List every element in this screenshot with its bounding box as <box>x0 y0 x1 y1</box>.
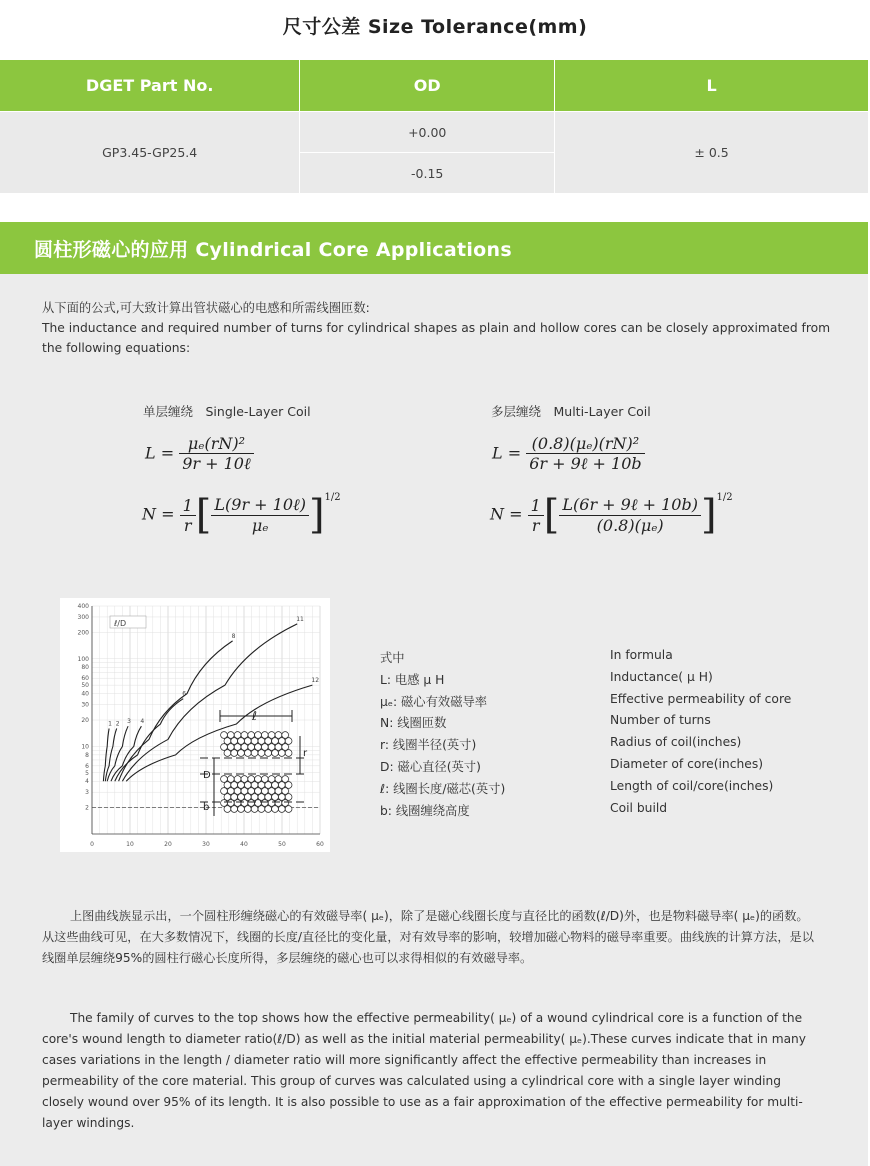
coil-wire-turn <box>221 732 228 739</box>
page-title: 尺寸公差 Size Tolerance(mm) <box>282 16 588 38</box>
y-tick-label: 400 <box>77 603 89 610</box>
y-tick-label: 8 <box>85 751 89 759</box>
table-row <box>0 112 868 153</box>
coil-wire-turn <box>268 732 275 739</box>
coil-wire-turn <box>272 794 279 801</box>
coil-wire-turn <box>234 788 241 795</box>
legend-en: Effective permeability of core <box>610 691 792 706</box>
coil-wire-turn <box>231 750 238 757</box>
coil-wire-turn <box>285 750 292 757</box>
coil-wire-turn <box>278 750 285 757</box>
coil-wire-turn <box>265 782 272 789</box>
single-N-den: μₑ <box>251 516 269 535</box>
single-N-num: L(9r + 10ℓ) <box>211 495 309 516</box>
coil-wire-turn <box>278 806 285 813</box>
y-tick-label: 3 <box>85 789 89 797</box>
right-bracket: ] <box>308 492 325 538</box>
legend-en: Inductance( μ H) <box>610 669 713 684</box>
x-tick-label: 20 <box>164 841 172 848</box>
coil-wire-turn <box>258 738 265 745</box>
coil-wire-turn <box>275 776 282 783</box>
coil-wire-turn <box>285 794 292 801</box>
y-tick-label: 100 <box>77 655 89 663</box>
single-N-r: r <box>183 515 192 535</box>
single-L-num: μₑ(rN)² <box>179 434 253 454</box>
legend-en: Number of turns <box>610 713 711 728</box>
x-tick-label: 60 <box>316 841 324 848</box>
coil-wire-turn <box>234 800 241 807</box>
coil-wire-turn <box>255 776 262 783</box>
y-tick-label: 10 <box>81 743 89 751</box>
coil-wire-turn <box>238 738 245 745</box>
y-tick-label: 4 <box>85 778 89 786</box>
y-tick-label: 2 <box>85 804 89 812</box>
coil-wire-turn <box>272 782 279 789</box>
coil-wire-turn <box>234 744 241 751</box>
section-title: 圆柱形磁心的应用 Cylindrical Core Applications <box>34 239 512 261</box>
legend-cn: D: 磁心直径(英寸) <box>380 760 481 774</box>
coil-wire-turn <box>258 794 265 801</box>
coil-wire-turn <box>268 744 275 751</box>
coil-wire-turn <box>251 750 258 757</box>
coil-wire-turn <box>282 776 289 783</box>
coil-wire-turn <box>224 806 231 813</box>
coil-wire-turn <box>261 800 268 807</box>
y-tick-label: 300 <box>77 613 89 621</box>
coil-wire-turn <box>272 806 279 813</box>
legend-cn: 式中 <box>380 651 405 665</box>
legend-cn: b: 线圈缠绕高度 <box>380 803 470 818</box>
legend-cn: μₑ: 磁心有效磁导率 <box>380 694 488 709</box>
coil-wire-turn <box>272 750 279 757</box>
coil-wire-turn <box>221 800 228 807</box>
cell-part-no: GP3.45-GP25.4 <box>0 112 300 194</box>
coil-wire-turn <box>221 744 228 751</box>
series-label-8: 8 <box>231 632 236 640</box>
y-tick-label: 5 <box>85 769 89 777</box>
series-label-12: 12 <box>311 677 320 685</box>
coil-wire-turn <box>258 782 265 789</box>
intro-en: The inductance and required number of turns for cylindrical shapes as plain and hollow cores can be closely approximated from the following equations: <box>42 321 831 355</box>
coil-wire-turn <box>265 750 272 757</box>
legend-en: Radius of coil(inches) <box>610 735 742 750</box>
section-banner <box>0 222 868 274</box>
coil-wire-turn <box>261 776 268 783</box>
coil-wire-turn <box>265 806 272 813</box>
single-N-equation <box>142 492 341 538</box>
intro-text <box>42 298 842 358</box>
series-label-1: 1 <box>108 720 112 728</box>
header-part-no: DGET Part No. <box>0 60 300 112</box>
coil-wire-turn <box>275 732 282 739</box>
coil-wire-turn <box>268 776 275 783</box>
coil-wire-turn <box>238 794 245 801</box>
coil-wire-turn <box>227 744 234 751</box>
coil-wire-turn <box>231 794 238 801</box>
r-label: r <box>303 748 308 759</box>
size-tolerance-table <box>0 60 868 193</box>
x-tick-label: 10 <box>126 841 134 848</box>
legend-en: In formula <box>610 648 673 662</box>
coil-wire-turn <box>275 744 282 751</box>
legend-en: Coil build <box>610 800 668 815</box>
coil-wire-turn <box>282 788 289 795</box>
b-label: b <box>203 802 210 813</box>
x-tick-label: 30 <box>202 841 210 848</box>
y-tick-label: 60 <box>81 675 89 683</box>
coil-wire-turn <box>265 794 272 801</box>
multi-N-one: 1 <box>528 496 544 516</box>
formula-legend <box>380 648 840 828</box>
coil-wire-turn <box>285 738 292 745</box>
l-label: ℓ <box>252 709 257 723</box>
single-L-lhs: L = <box>145 443 175 463</box>
header-l: L <box>555 60 868 112</box>
legend-cn: L: 电感 μ H <box>380 672 445 687</box>
coil-wire-turn <box>285 782 292 789</box>
coil-wire-turn <box>268 788 275 795</box>
single-L-equation <box>145 434 254 474</box>
coil-wire-turn <box>272 738 279 745</box>
coil-wire-turn <box>258 806 265 813</box>
x-tick-label: 50 <box>278 841 286 848</box>
coil-wire-turn <box>275 788 282 795</box>
coil-wire-turn <box>248 776 255 783</box>
legend-cn: ℓ: 线圈长度/磁芯(英寸) <box>380 781 506 796</box>
left-bracket: [ <box>195 492 212 538</box>
coil-wire-turn <box>244 806 251 813</box>
multi-L-num: (0.8)(μₑ)(rN)² <box>526 434 644 454</box>
single-L-den: 9r + 10ℓ <box>182 454 251 473</box>
y-tick-label: 80 <box>81 664 89 672</box>
coil-wire-turn <box>238 782 245 789</box>
multi-L-lhs: L = <box>492 443 522 463</box>
paragraph-en <box>42 1008 818 1134</box>
legend-en: Diameter of core(inches) <box>610 757 764 771</box>
coil-wire-turn <box>224 738 231 745</box>
y-tick-label: 30 <box>81 701 89 709</box>
multi-N-exp: 1/2 <box>716 492 733 503</box>
coil-wire-turn <box>227 776 234 783</box>
coil-wire-turn <box>241 788 248 795</box>
coil-wire-turn <box>261 732 268 739</box>
coil-wire-turn <box>255 800 262 807</box>
multi-N-r: r <box>531 515 540 535</box>
coil-wire-turn <box>261 744 268 751</box>
coil-wire-turn <box>282 732 289 739</box>
y-tick-label: 200 <box>77 629 89 637</box>
single-N-exp: 1/2 <box>324 492 341 503</box>
single-layer-heading: 单层缠绕 Single-Layer Coil <box>143 404 311 419</box>
coil-wire-turn <box>231 782 238 789</box>
paragraph-cn <box>42 906 818 969</box>
multi-N-fraction <box>559 495 701 535</box>
coil-wire-turn <box>251 782 258 789</box>
y-tick-label: 50 <box>81 682 89 690</box>
coil-wire-turn <box>248 800 255 807</box>
coil-wire-turn <box>238 806 245 813</box>
coil-wire-turn <box>244 782 251 789</box>
legend-en: Length of coil/core(inches) <box>610 778 774 793</box>
coil-wire-turn <box>255 788 262 795</box>
multi-L-den: 6r + 9ℓ + 10b <box>529 454 642 473</box>
coil-wire-turn <box>268 800 275 807</box>
paragraph-cn-text: 上图曲线族显示出，一个圆柱形缠绕磁心的有效磁导率( μₑ)，除了是磁心线圈长度与直径比的函数(ℓ/D)外，也是物料磁导率( μₑ)的函数。从这些曲线可见，在大多数情况下，线圈的长度/直径比的变化量，对有效导率的影响，较增加磁心物料的磁导率重要。曲线族的计算方法，是以线圈单层缠绕95%的圆柱行磁心长度所得，多层缠绕的磁心也可以求得相似的有效磁导率。 <box>42 909 814 965</box>
multi-L-equation <box>492 434 645 474</box>
coil-wire-turn <box>227 732 234 739</box>
right-bracket: ] <box>700 492 717 538</box>
multi-N-coef <box>528 496 544 535</box>
multi-N-lhs: N = <box>490 504 523 524</box>
coil-wire-turn <box>231 738 238 745</box>
single-N-coef <box>180 496 196 535</box>
coil-wire-turn <box>221 776 228 783</box>
coil-wire-turn <box>241 800 248 807</box>
coil-wire-turn <box>251 806 258 813</box>
multi-N-den: (0.8)(μₑ) <box>596 516 664 535</box>
series-label-3: 3 <box>127 718 131 726</box>
paragraph-en-text: The family of curves to the top shows how the effective permeability( μₑ) of a wound cylindrical core is a function of the core's wound length to diameter ratio(ℓ/D) as well as the initial material permeability( μₑ).These curves indicate that in many cases variations in the length / diameter ratio will more significantly affect the effective permeability than increases in permeability of the core material. This group of curves was calculated using a cylindrical core with a single layer winding closely wound over 95% of its length. It is also possible to use as a fair approximation of the effective permeability for multi-layer windings. <box>42 1011 806 1130</box>
multi-N-equation <box>490 492 733 538</box>
multi-layer-heading: 多层缠绕 Multi-Layer Coil <box>491 404 651 419</box>
cell-od-lower: -0.15 <box>300 153 555 194</box>
x-tick-label: 40 <box>240 841 248 848</box>
coil-wire-turn <box>258 750 265 757</box>
multi-N-num: L(6r + 9ℓ + 10b) <box>559 495 701 516</box>
single-N-one: 1 <box>180 496 196 516</box>
coil-wire-turn <box>255 732 262 739</box>
coil-wire-turn <box>278 738 285 745</box>
legend-cn: r: 线圈半径(英寸) <box>380 738 477 753</box>
coil-wire-turn <box>265 738 272 745</box>
header-od: OD <box>300 60 555 112</box>
coil-wire-turn <box>244 738 251 745</box>
coil-wire-turn <box>234 732 241 739</box>
left-bracket: [ <box>543 492 560 538</box>
coil-wire-turn <box>238 750 245 757</box>
coil-wire-turn <box>261 788 268 795</box>
coil-wire-turn <box>285 806 292 813</box>
coil-wire-turn <box>227 800 234 807</box>
legend-cn: N: 线圈匝数 <box>380 716 447 731</box>
coil-wire-turn <box>244 794 251 801</box>
coil-wire-turn <box>231 806 238 813</box>
table-header-row <box>0 60 868 112</box>
y-tick-label: 6 <box>85 762 89 770</box>
coil-wire-turn <box>248 744 255 751</box>
coil-wire-turn <box>255 744 262 751</box>
y-tick-label: 20 <box>81 717 89 724</box>
coil-wire-turn <box>278 782 285 789</box>
x-tick-label: 0 <box>90 841 94 848</box>
coil-wire-turn <box>275 800 282 807</box>
coil-wire-turn <box>227 788 234 795</box>
coil-wire-turn <box>221 788 228 795</box>
cell-l-value: ± 0.5 <box>555 112 868 194</box>
coil-wire-turn <box>244 750 251 757</box>
multi-L-fraction <box>526 434 644 474</box>
cell-od-upper: +0.00 <box>300 112 555 153</box>
coil-wire-turn <box>282 744 289 751</box>
D-label: D <box>203 770 211 781</box>
coil-wire-turn <box>224 750 231 757</box>
series-label-11: 11 <box>296 615 304 623</box>
chart-legend-label: ℓ/D <box>114 619 127 628</box>
single-N-lhs: N = <box>142 504 175 524</box>
series-label-4: 4 <box>140 718 145 726</box>
single-N-fraction <box>211 495 309 535</box>
coil-wire-turn <box>248 788 255 795</box>
coil-wire-turn <box>282 800 289 807</box>
coil-wire-turn <box>248 732 255 739</box>
intro-cn: 从下面的公式,可大致计算出管状磁心的电感和所需线圈匝数: <box>42 301 370 315</box>
coil-wire-turn <box>251 738 258 745</box>
series-label-6: 6 <box>182 690 187 698</box>
coil-wire-turn <box>278 794 285 801</box>
coil-wire-turn <box>241 744 248 751</box>
coil-wire-turn <box>224 782 231 789</box>
coil-wire-turn <box>241 732 248 739</box>
coil-wire-turn <box>241 776 248 783</box>
y-tick-label: 40 <box>81 690 89 698</box>
coil-wire-turn <box>224 794 231 801</box>
coil-wire-turn <box>234 776 241 783</box>
permeability-chart <box>60 598 330 852</box>
coil-wire-turn <box>251 794 258 801</box>
single-L-fraction <box>179 434 253 474</box>
series-label-2: 2 <box>115 720 120 728</box>
